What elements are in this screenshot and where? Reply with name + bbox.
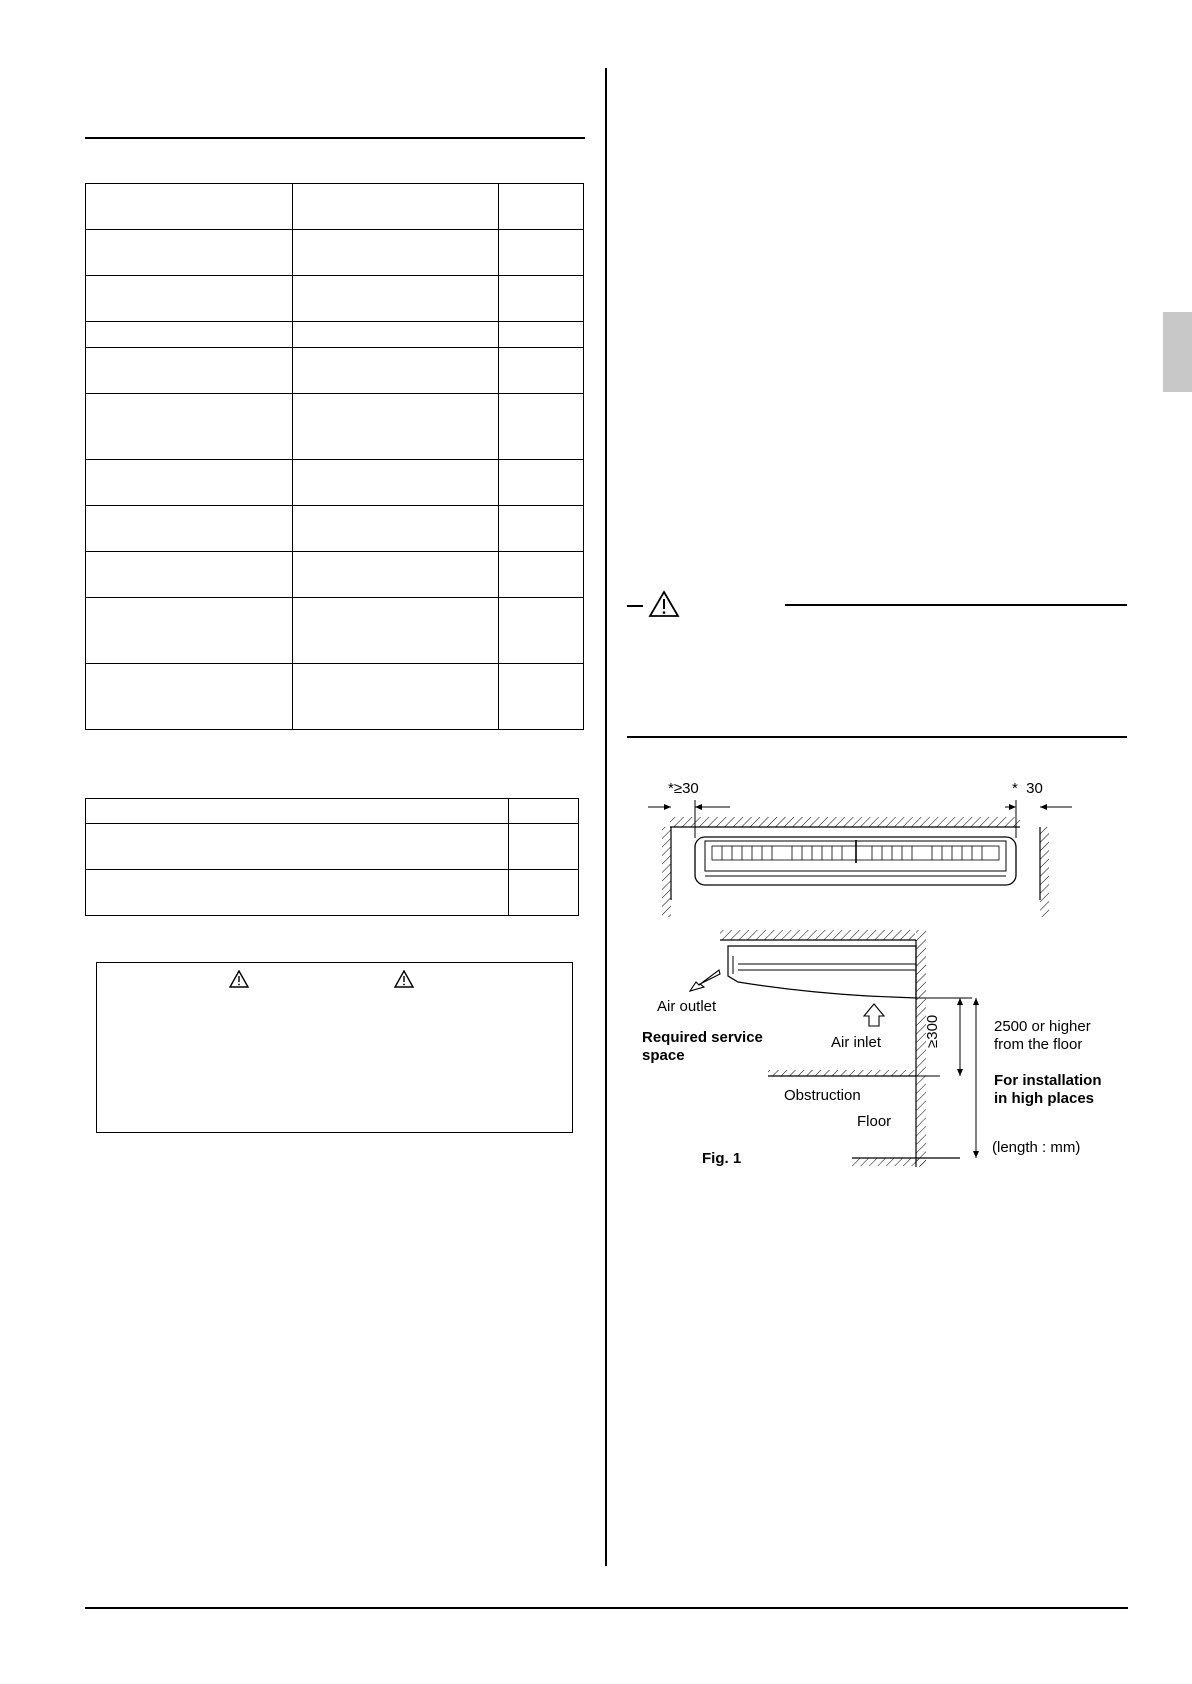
table-cell xyxy=(292,184,499,230)
table-cell xyxy=(86,276,293,322)
table-cell xyxy=(499,506,584,552)
table-cell xyxy=(499,322,584,348)
table-cell xyxy=(86,230,293,276)
section-rule-right xyxy=(627,736,1127,738)
obstruction-label: Obstruction xyxy=(784,1087,861,1104)
high-places-label-1: For installation xyxy=(994,1072,1102,1089)
height-note-2: from the floor xyxy=(994,1036,1083,1053)
table-cell xyxy=(86,552,293,598)
table-row xyxy=(86,552,584,598)
table-cell xyxy=(86,460,293,506)
table-cell xyxy=(292,506,499,552)
table-cell xyxy=(86,506,293,552)
fig1-caption: Fig. 1 xyxy=(702,1150,742,1167)
check-table xyxy=(85,798,579,916)
table-row xyxy=(86,799,579,824)
warning-box xyxy=(96,962,573,1133)
table-cell xyxy=(86,824,509,870)
table-row xyxy=(86,506,584,552)
table-cell xyxy=(499,598,584,664)
caution-rule xyxy=(785,604,1127,606)
table-cell xyxy=(292,394,499,460)
high-places-label-2: in high places xyxy=(994,1090,1095,1107)
caution-dash xyxy=(627,605,643,607)
table-cell xyxy=(292,664,499,730)
table-row xyxy=(86,598,584,664)
table-cell xyxy=(499,230,584,276)
table-row xyxy=(86,664,584,730)
caution-heading-icon xyxy=(648,590,680,618)
table-cell xyxy=(86,184,293,230)
table-row xyxy=(86,824,579,870)
table-row xyxy=(86,322,584,348)
table-cell xyxy=(509,799,579,824)
height-note-1: 2500 or higher xyxy=(994,1018,1091,1035)
table-row xyxy=(86,460,584,506)
table-cell xyxy=(499,552,584,598)
table-cell xyxy=(499,184,584,230)
table-cell xyxy=(509,870,579,916)
warning-icon xyxy=(229,970,249,988)
table-cell xyxy=(292,230,499,276)
air-outlet-label: Air outlet xyxy=(657,998,717,1015)
column-divider xyxy=(605,68,607,1566)
right-clearance-label: * 30 xyxy=(1012,780,1043,797)
parts-table xyxy=(85,183,584,730)
table-cell xyxy=(86,664,293,730)
table-row xyxy=(86,230,584,276)
table-cell xyxy=(292,552,499,598)
caution-icon xyxy=(394,970,414,988)
table-cell xyxy=(292,348,499,394)
footer-rule xyxy=(85,1607,1128,1609)
table-cell xyxy=(292,460,499,506)
table-cell xyxy=(292,598,499,664)
floor-label: Floor xyxy=(857,1113,892,1130)
fig1-diagram xyxy=(620,770,1090,1170)
table-row xyxy=(86,184,584,230)
table-cell xyxy=(292,276,499,322)
left-clearance-label: *≥30 xyxy=(668,780,699,797)
table-cell xyxy=(86,598,293,664)
required-service-space-label-1: Required service xyxy=(642,1029,763,1046)
section-rule-top-left xyxy=(85,137,585,139)
table-cell xyxy=(499,460,584,506)
table-cell xyxy=(86,394,293,460)
table-row xyxy=(86,276,584,322)
min-300-label: ≥300 xyxy=(924,1014,941,1048)
table-row xyxy=(86,870,579,916)
table-cell xyxy=(499,276,584,322)
table-row xyxy=(86,348,584,394)
table-cell xyxy=(499,394,584,460)
required-service-space-label-2: space xyxy=(642,1047,685,1064)
table-cell xyxy=(292,322,499,348)
table-cell xyxy=(499,348,584,394)
table-cell xyxy=(86,870,509,916)
air-inlet-label: Air inlet xyxy=(831,1034,882,1051)
table-cell xyxy=(499,664,584,730)
side-tab xyxy=(1163,312,1192,392)
table-cell xyxy=(86,799,509,824)
table-cell xyxy=(86,348,293,394)
table-row xyxy=(86,394,584,460)
units-label: (length : mm) xyxy=(992,1139,1081,1156)
table-cell xyxy=(509,824,579,870)
table-cell xyxy=(86,322,293,348)
